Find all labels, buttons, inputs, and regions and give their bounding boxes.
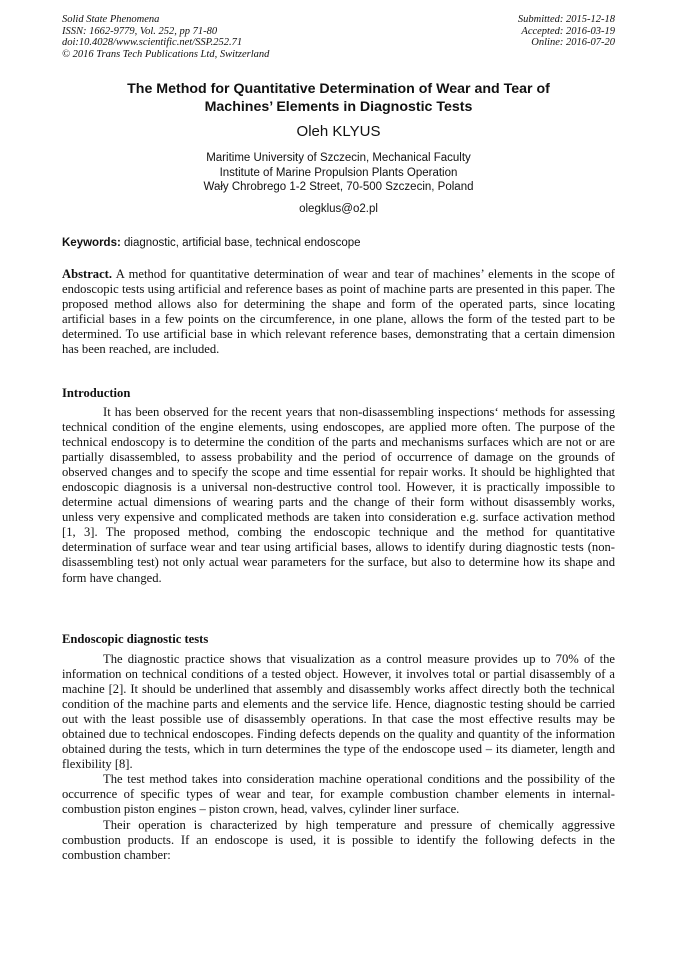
paragraph: The diagnostic practice shows that visualization as a control measure provides up to 70% of the information on technical conditions of a tested object. However, it involves total or partial disassembly of a machine [2]. It should be underlined that assembly and disassembly works affect directly both the technical condition of the machine parts and elements and the service life. Hence, diagnostic testing should be carried out with the least possible use of disassembly operations. In that case the most effective results may be obtained due to technical endoscopes. Finding defects depends on the quality and quantity of the information obtained during the tests, which in turn determines the type of the endoscope used – its diameter, length and flexibility [8]. bbox=[62, 652, 615, 772]
date-online: Online: 2016-07-20 bbox=[531, 37, 615, 48]
keywords-text: diagnostic, artificial base, technical endoscope bbox=[120, 237, 361, 249]
paragraph: The test method takes into consideration machine operational conditions and the possibility of the occurrence of specific types of wear and tear, for example combustion chamber elements in internal-combustion piston engines – piston crown, head, valves, cylinder liner surface. bbox=[62, 772, 615, 817]
journal-copyright: © 2016 Trans Tech Publications Ltd, Switzerland bbox=[62, 48, 270, 60]
affiliation-line-2: Institute of Marine Propulsion Plants Operation bbox=[219, 166, 458, 179]
date-accepted: Accepted: 2016-03-19 bbox=[521, 25, 615, 37]
endoscopic-tests-body bbox=[62, 652, 615, 863]
date-submitted: Submitted: 2015-12-18 bbox=[517, 14, 615, 25]
author-affiliation bbox=[62, 151, 615, 195]
section-heading-endoscopic-tests: Endoscopic diagnostic tests bbox=[62, 632, 209, 646]
keywords bbox=[62, 236, 615, 250]
author-email[interactable]: olegklus@o2.pl bbox=[299, 203, 378, 215]
journal-name: Solid State Phenomena bbox=[62, 14, 160, 25]
paper-title bbox=[62, 80, 615, 116]
paper-title-line-2: Machines’ Elements in Diagnostic Tests bbox=[204, 99, 473, 115]
affiliation-line-3: Wały Chrobrego 1-2 Street, 70-500 Szczecin, Poland bbox=[203, 181, 474, 193]
journal-doi[interactable]: doi:10.4028/www.scientific.net/SSP.252.71 bbox=[62, 37, 243, 48]
paragraph: It has been observed for the recent years that non-disassembling inspections‘ methods for assessing technical condition of the engine elements, using endoscopes, are applied more often. The purpose of the technical endoscopy is to determine the condition of the parts and mechanisms surfaces which are not or are partially disassembled, to assess probability and the period of occurrence of damage on the grounds of observed changes and to specify the scope and time essential for repair works. It should be highlighted that endoscopic diagnosis is a universal non-destructive control tool. However, it is practically impossible to determine actual dimensions of wearing parts and the change of their form without disassembly works, unless very expensive and complicated methods are taken into consideration e.g. surface activation method [1, 3]. The proposed method, combing the endoscopic technique and the method for quantitative determination of surface wear and tear using artificial bases, allows to identify during diagnostic tests (non-disassembling test) not only actual wear parameters for the surface, but also to determine how its shape and form have changed. bbox=[62, 405, 615, 585]
section-heading-introduction: Introduction bbox=[62, 386, 131, 400]
abstract-label: Abstract. bbox=[62, 267, 113, 281]
journal-issn: ISSN: 1662-9779, Vol. 252, pp 71-80 bbox=[62, 25, 218, 37]
author-name: Oleh KLYUS bbox=[296, 123, 381, 140]
publication-dates bbox=[518, 14, 615, 49]
introduction-body bbox=[62, 405, 615, 586]
keywords-label: Keywords: bbox=[62, 237, 121, 249]
paragraph: Their operation is characterized by high temperature and pressure of chemically aggressive combustion products. If an endoscope is used, it is possible to identify the following defects in the combustion chamber: bbox=[62, 817, 615, 862]
paper-title-line-1: The Method for Quantitative Determination of Wear and Tear of bbox=[127, 81, 550, 97]
abstract-text: A method for quantitative determination of wear and tear of machines’ elements in the scope of endoscopic tests using artificial and reference bases as point of machine parts are presented in this paper. The proposed method allows also for determining the shape and form of the operated parts, since locating artificial bases in a few points on the circumference, in one plane, allows the form of the tested part to be determined. To use artificial base in which relevant reference bases, demonstrating that a certain dimension has been reached, are included. bbox=[62, 267, 615, 357]
affiliation-line-1: Maritime University of Szczecin, Mechanical Faculty bbox=[206, 152, 471, 164]
journal-info bbox=[62, 14, 269, 60]
abstract bbox=[62, 267, 615, 357]
